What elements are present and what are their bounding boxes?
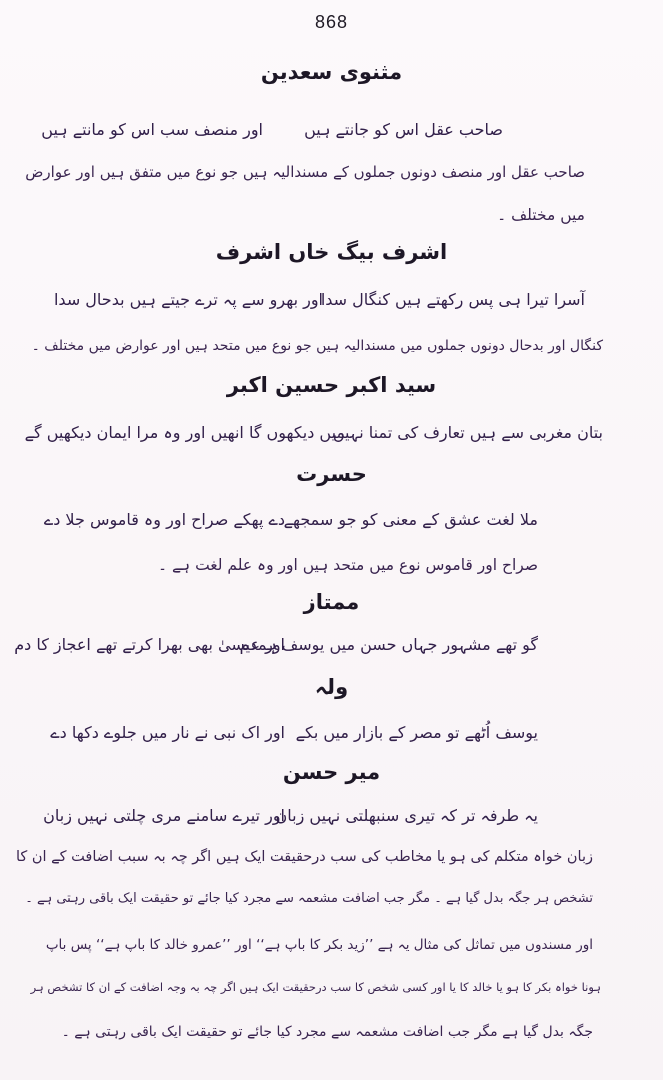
verse-hemistich-first: یوسف اُٹھے تو مصر کے بازار میں بکے: [295, 723, 538, 742]
verse-hemistich-first: بتان مغربی سے ہیں تعارف کی تمنا نہیں: [332, 423, 603, 442]
prose-line: زبان خواہ متکلم کی ہو یا مخاطب کی سب درحقیقت ایک ہیں اگر چہ بہ سبب اضافت کے ان کا: [15, 849, 593, 865]
verse-hemistich-second: دے پھکے صراح اور وہ قاموس جلا دے: [43, 510, 285, 529]
section-heading: اشرف بیگ خاں اشرف: [215, 240, 448, 264]
verse-hemistich-first: صاحب عقل اس کو جانتے ہیں: [304, 120, 503, 139]
prose-line: جگہ بدل گیا ہے مگر جب اضافت مشعمہ سے مجرد کیا جائے تو حقیقت ایک باقی رہتی ہے ۔: [61, 1024, 593, 1040]
prose-line: صاحب عقل اور منصف دونوں جملوں کے مسندالیہ ہیں جو نوع میں متفق ہیں اور عوارض: [25, 163, 585, 181]
page-number: 868: [314, 12, 349, 32]
verse-hemistich-second: اور تیرے سامنے مری چلتی نہیں زبان: [43, 806, 285, 825]
prose-line: ہونا خواہ بکر کا ہو یا خالد کا یا اور کسی شخص کا سب درحقیقت ایک ہیں اگر چہ بہ وجہ اضافت کے ان کا تشخص ہر: [30, 980, 601, 994]
prose-line: میں مختلف ۔: [497, 206, 585, 224]
verse-hemistich-first: آسرا تیرا ہی پس رکھتے ہیں کنگال سدا: [320, 290, 585, 309]
verse-hemistich-second: اور عیسیٰ بھی بھرا کرتے تھے اعجاز کا دم: [14, 635, 285, 654]
section-heading: ولہ: [314, 675, 349, 699]
verse-hemistich-second: میں دیکھوں گا انھیں اور وہ مرا ایمان دیکھیں گے: [24, 423, 345, 442]
prose-line: کنگال اور بدحال دونوں جملوں میں مسندالیہ ہیں جو نوع میں متحد ہیں اور عوارض میں مختلف ۔: [31, 338, 603, 354]
verse-hemistich-first: گو تھے مشہور جہاں حسن میں یوسف ہمدم: [239, 635, 538, 654]
prose-line: تشخص ہر جگہ بدل گیا ہے ۔ مگر جب اضافت مشعمہ سے مجرد کیا جائے تو حقیقت ایک باقی رہتی ہے ۔: [25, 891, 593, 906]
section-heading: حسرت: [296, 462, 367, 486]
section-heading: سید اکبر حسین اکبر: [226, 373, 437, 397]
section-heading: مثنوی سعدین: [260, 60, 403, 84]
verse-hemistich-second: اور منصف سب اس کو مانتے ہیں: [41, 120, 263, 139]
section-heading: ممتاز: [303, 590, 360, 614]
verse-hemistich-second: اور اک نبی نے نار میں جلوے دکھا دے: [50, 723, 285, 742]
verse-hemistich-first: یہ طرفہ تر کہ تیری سنبھلتی نہیں زبان: [275, 806, 538, 825]
prose-line: صراح اور قاموس نوع میں متحد ہیں اور وہ علم لغت ہے ۔: [157, 556, 538, 574]
verse-hemistich-first: ملا لغت عشق کے معنی کو جو سمجھے: [283, 510, 538, 529]
section-heading: میر حسن: [282, 760, 381, 784]
prose-line: اور مسندوں میں تماثل کی مثال یہ ہے ’’زید بکر کا باپ ہے‘‘ اور ’’عمرو خالد کا باپ ہے‘‘ پس باپ: [45, 937, 593, 953]
verse-hemistich-second: اور بھرو سے پہ ترے جیتے ہیں بدحال سدا: [53, 290, 323, 309]
